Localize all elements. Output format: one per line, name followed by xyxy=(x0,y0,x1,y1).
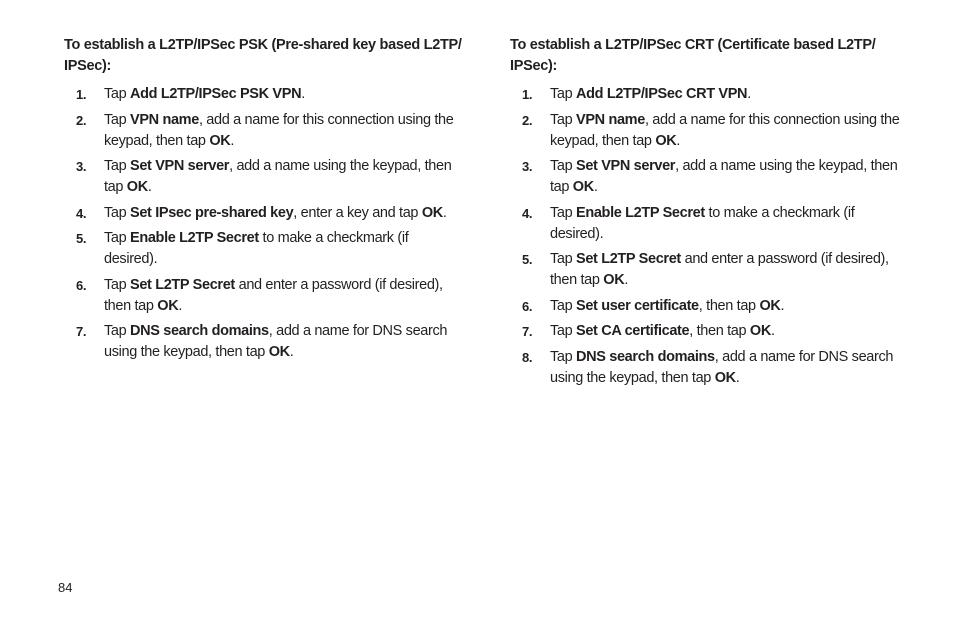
step-text: Tap xyxy=(550,297,577,314)
step-emphasis: OK xyxy=(421,204,443,221)
step-number: 3. xyxy=(522,159,533,174)
step-text: . xyxy=(289,344,294,360)
step-emphasis: VPN name xyxy=(576,111,645,128)
step-text: . xyxy=(770,323,775,339)
step-emphasis: DNS search domains xyxy=(130,323,269,339)
step-text: Tap xyxy=(550,251,577,267)
step-number: 1. xyxy=(76,87,87,102)
step-emphasis: Set L2TP Secret xyxy=(576,251,681,267)
step-text: , then tap xyxy=(689,323,750,339)
step-text: Tap xyxy=(104,158,131,174)
step-number: 5. xyxy=(522,252,533,267)
step-emphasis: Add L2TP/IPSec PSK VPN xyxy=(130,86,302,102)
step-emphasis: Set VPN server xyxy=(576,158,676,174)
step-text: . xyxy=(780,297,785,314)
list-item xyxy=(510,110,910,152)
step-text: , add a name using the keypad, then tap xyxy=(550,158,898,195)
step-text: . xyxy=(178,297,183,314)
step-emphasis: Set VPN server xyxy=(130,158,230,174)
step-text: Tap xyxy=(104,323,131,339)
step-text: , add a name for DNS search using the keypad, then tap xyxy=(550,348,894,386)
step-number: 4. xyxy=(522,205,533,221)
step-text: , then tap xyxy=(698,297,760,314)
step-text: Tap xyxy=(104,276,131,293)
step-emphasis: Enable L2TP Secret xyxy=(576,204,705,221)
step-text: . xyxy=(593,179,598,195)
step-text: to make a checkmark (if desired). xyxy=(550,204,855,242)
step-emphasis: OK xyxy=(209,132,231,149)
step-text: . xyxy=(301,86,305,102)
step-text: . xyxy=(442,204,447,221)
step-emphasis: Set user certificate xyxy=(576,297,699,314)
step-text: to make a checkmark (if desired). xyxy=(104,230,409,267)
step-list xyxy=(510,84,910,389)
list-item xyxy=(510,249,910,291)
list-item xyxy=(64,203,464,224)
step-emphasis: OK xyxy=(714,369,736,386)
section-heading: To establish a L2TP/IPSec CRT (Certificate based L2TP/ IPSec): xyxy=(510,37,876,74)
step-emphasis: Set IPsec pre-shared key xyxy=(130,204,294,221)
step-text: . xyxy=(624,272,629,288)
step-number: 7. xyxy=(76,324,87,339)
step-text: . xyxy=(676,132,681,149)
step-emphasis: OK xyxy=(572,179,594,195)
step-emphasis: OK xyxy=(603,272,625,288)
step-number: 8. xyxy=(522,349,533,365)
list-item xyxy=(510,203,910,245)
list-item xyxy=(510,347,910,389)
step-text: Tap xyxy=(550,111,577,128)
step-number: 6. xyxy=(522,298,533,314)
step-text: Tap xyxy=(550,86,577,102)
step-text: , add a name for DNS search using the keypad, then tap xyxy=(104,323,448,360)
step-text: Tap xyxy=(104,204,131,221)
step-emphasis: DNS search domains xyxy=(576,348,715,365)
step-text: . xyxy=(735,369,740,386)
right-column xyxy=(510,35,910,393)
left-column xyxy=(64,35,464,368)
step-emphasis: OK xyxy=(157,297,179,314)
step-text: Tap xyxy=(550,204,577,221)
step-text: , enter a key and tap xyxy=(293,204,422,221)
step-text: , add a name for this connection using the keypad, then tap xyxy=(104,111,454,149)
list-item xyxy=(510,156,910,198)
step-emphasis: OK xyxy=(759,297,781,314)
step-number: 3. xyxy=(76,159,87,174)
step-number: 2. xyxy=(76,112,87,128)
step-emphasis: Set L2TP Secret xyxy=(130,276,235,293)
step-text: , add a name using the keypad, then tap xyxy=(104,158,452,195)
step-number: 7. xyxy=(522,324,533,339)
list-item xyxy=(510,296,910,317)
step-text: and enter a password (if desired), then tap xyxy=(104,276,443,314)
step-emphasis: Set CA certificate xyxy=(576,323,690,339)
step-number: 5. xyxy=(76,231,87,246)
step-text: . xyxy=(147,179,152,195)
step-emphasis: Enable L2TP Secret xyxy=(130,230,259,246)
step-number: 6. xyxy=(76,277,87,293)
step-text: , add a name for this connection using the keypad, then tap xyxy=(550,111,900,149)
step-text: Tap xyxy=(104,111,131,128)
step-emphasis: OK xyxy=(126,179,148,195)
list-item xyxy=(64,110,464,152)
step-number: 4. xyxy=(76,205,87,221)
step-text: . xyxy=(747,86,751,102)
step-number: 2. xyxy=(522,112,533,128)
list-item xyxy=(64,275,464,317)
list-item xyxy=(510,84,910,105)
list-item xyxy=(64,321,464,363)
list-item xyxy=(64,156,464,198)
step-emphasis: OK xyxy=(749,323,771,339)
step-emphasis: OK xyxy=(268,344,290,360)
section-heading: To establish a L2TP/IPSec PSK (Pre-shared key based L2TP/ IPSec): xyxy=(64,37,462,74)
step-text: Tap xyxy=(550,348,577,365)
step-emphasis: VPN name xyxy=(130,111,199,128)
list-item xyxy=(64,228,464,270)
step-text: Tap xyxy=(104,230,131,246)
step-text: and enter a password (if desired), then tap xyxy=(550,251,889,288)
step-text: Tap xyxy=(550,158,577,174)
step-list xyxy=(64,84,464,363)
step-emphasis: Add L2TP/IPSec CRT VPN xyxy=(576,86,748,102)
step-number: 1. xyxy=(522,87,533,102)
step-text: . xyxy=(230,132,235,149)
list-item xyxy=(510,321,910,342)
step-emphasis: OK xyxy=(655,132,677,149)
step-text: Tap xyxy=(550,323,577,339)
list-item xyxy=(64,84,464,105)
page-number: 84 xyxy=(58,580,73,595)
step-text: Tap xyxy=(104,86,131,102)
